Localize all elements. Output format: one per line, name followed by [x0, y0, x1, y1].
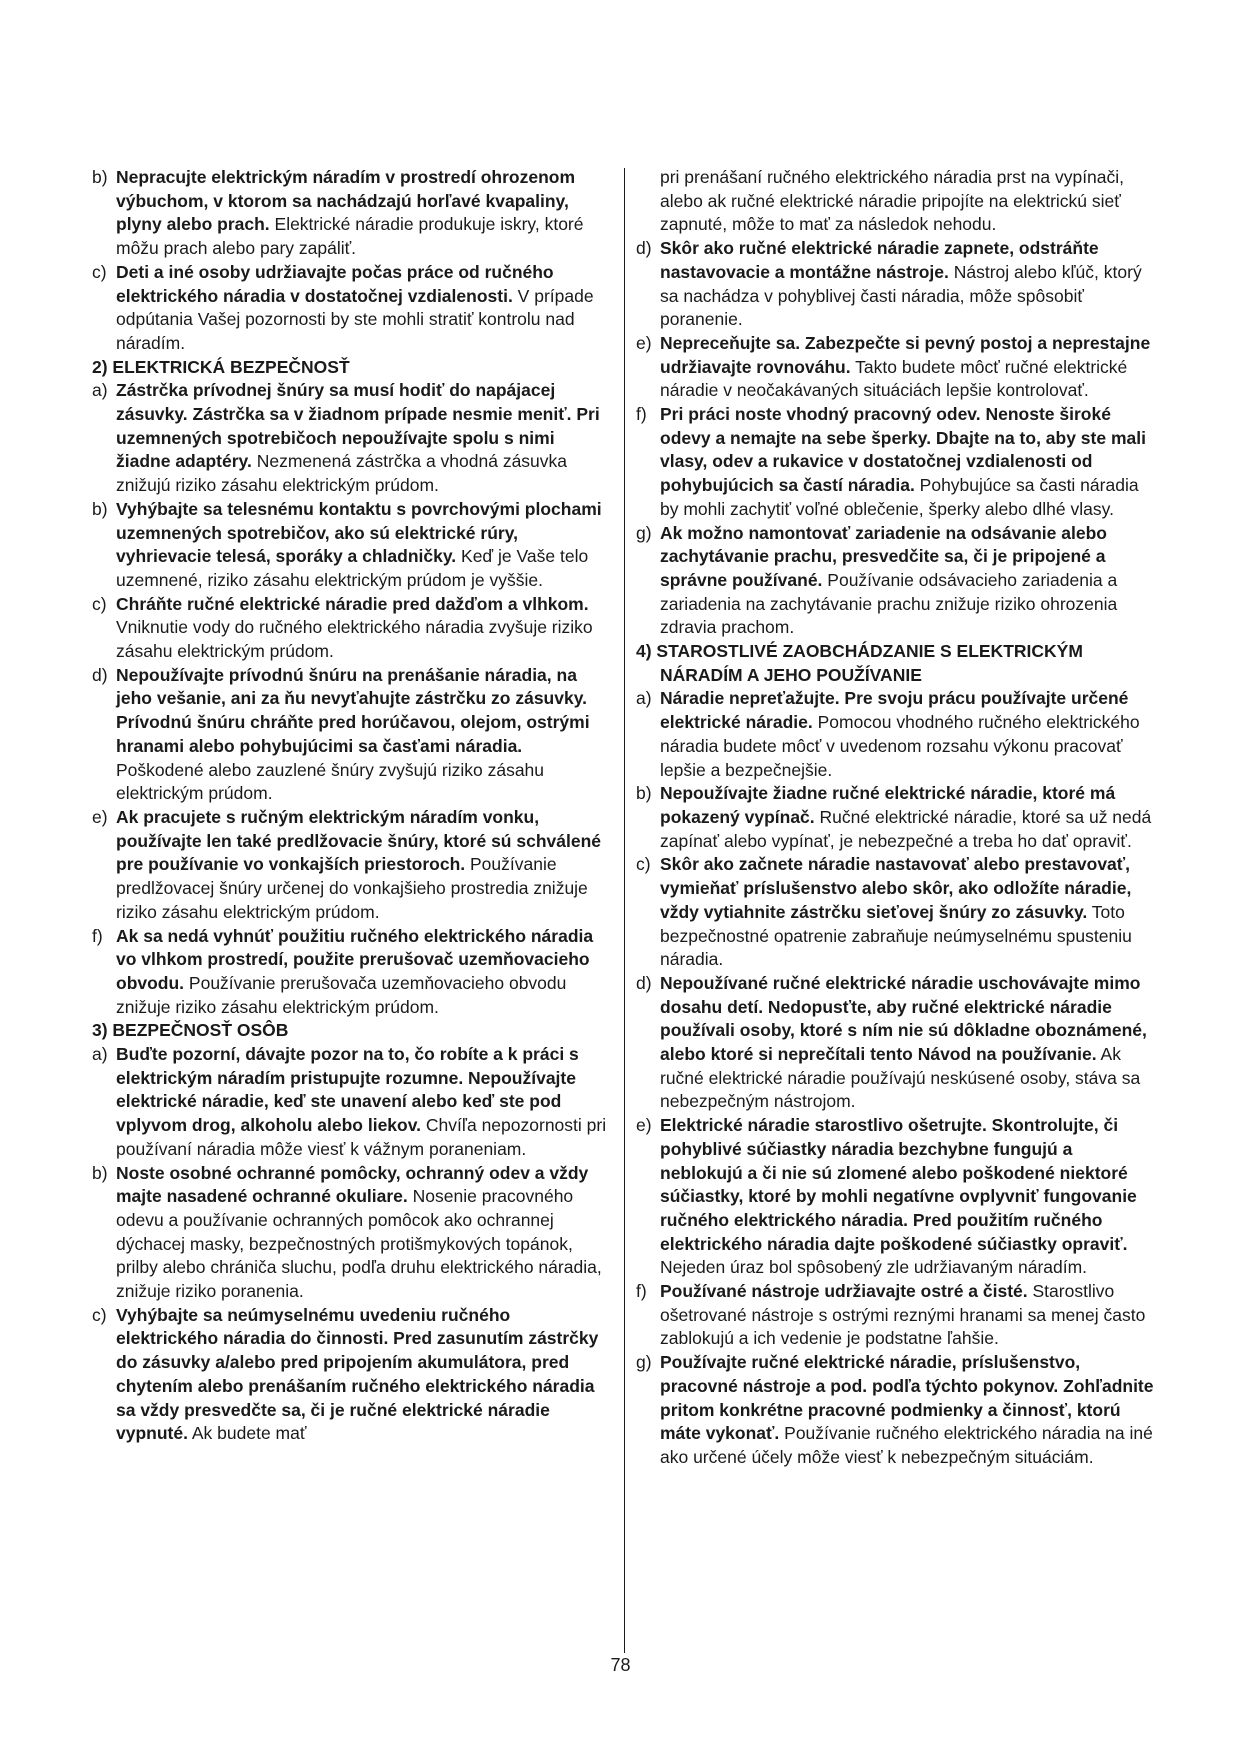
- item-4-c: c) Skôr ako začnete náradie nastavovať alebo prestavovať, vymieňať príslušenstvo alebo skôr, ako odložíte náradie, vždy vytiahnite zástrčku sieťovej šnúry zo zásuvky. Toto bezpečnostné opatrenie zabraňuje neúmyselnému spusteniu náradia.: [636, 854, 1132, 970]
- left-column: [92, 166, 608, 1446]
- section-heading-2: 2) ELEKTRICKÁ BEZPEČNOSŤ: [92, 356, 350, 377]
- item-3-b: b) Noste osobné ochranné pomôcky, ochranný odev a vždy majte nasadené ochranné okuliare. Nosenie pracovného odevu a používanie ochranných pomôcok ako ochrannej dýchacej masky, bezpečnostných protišmykových topánok, prilby alebo chrániča sluchu, podľa druhu elektrického náradia, znižuje riziko poranenia.: [92, 1162, 602, 1302]
- item-3-c-continued: pri prenášaní ručného elektrického náradia prst na vypínači, alebo ak ručné elektrické náradie pripojíte na elektrickú sieť zapnuté, môže to mať za následok nehodu.: [660, 167, 1125, 235]
- item-4-f: f) Používané nástroje udržiavajte ostré a čisté. Starostlivo ošetrované nástroje s ostrými reznými hranami sa menej často zablokujú a ich vedenie je podstatne ľahšie.: [636, 1281, 1146, 1349]
- item-2-f: f) Ak sa nedá vyhnúť použitiu ručného elektrického náradia vo vlhkom prostredí, použite prerušovač uzemňovacieho obvodu. Používanie prerušovača uzemňovacieho obvodu znižuje riziko zásahu elektrickým prúdom.: [92, 925, 594, 1017]
- item-2-a: a) Zástrčka prívodnej šnúry sa musí hodiť do napájacej zásuvky. Zástrčka sa v žiadnom prípade nesmie meniť. Pri uzemnených spotrebičoch nepoužívajte spolu s nimi žiadne adaptéry. Nezmenená zástrčka a vhodná zásuvka znižujú riziko zásahu elektrickým prúdom.: [92, 380, 600, 496]
- item-4-e: e) Elektrické náradie starostlivo ošetrujte. Skontrolujte, či pohyblivé súčiastky náradia bezchybne fungujú a neblokujú a či nie sú zlomené alebo poškodené niektoré súčiastky, ktoré by mohli negatívne ovplyvniť fungovanie ručného elektrického náradia. Pred použitím ručného elektrického náradia dajte poškodené súčiastky opraviť. Nejeden úraz bol spôsobený zle udržiavaným náradím.: [636, 1115, 1137, 1278]
- right-column: [636, 166, 1156, 1470]
- section-heading-3: 3) BEZPEČNOSŤ OSÔB: [92, 1020, 289, 1041]
- item-2-d: d) Nepoužívajte prívodnú šnúru na prenášanie náradia, na jeho vešanie, ani za ňu nevyťahujte zástrčku zo zásuvky. Prívodnú šnúru chráňte pred horúčavou, olejom, ostrými hranami alebo pohybujúcimi sa časťami náradia. Poškodené alebo zauzlené šnúry zvyšujú riziko zásahu elektrickým prúdom.: [92, 664, 590, 804]
- item-2-b: b) Vyhýbajte sa telesnému kontaktu s povrchovými plochami uzemnených spotrebičov, ako sú elektrické rúry, vyhrievacie telesá, sporáky a chladničky. Keď je Vaše telo uzemnené, riziko zásahu elektrickým prúdom je vyššie.: [92, 498, 602, 590]
- item-2-e: e) Ak pracujete s ručným elektrickým náradím vonku, používajte len také predlžovacie šnúry, ktoré sú schválené pre používanie vo vonkajších priestoroch. Používanie predlžovacej šnúry určenej do vonkajšieho prostredia znižuje riziko zásahu elektrickým prúdom.: [92, 806, 602, 922]
- item-4-d: d) Nepoužívané ručné elektrické náradie uschovávajte mimo dosahu detí. Nedopusťte, aby ručné elektrické náradie používali osoby, ktoré s ním nie sú dôkladne oboznámené, alebo ktoré si neprečítali tento Návod na používanie. Ak ručné elektrické náradie používajú neskúsené osoby, stáva sa nebezpečným nástrojom.: [636, 972, 1147, 1112]
- item-4-a: a) Náradie nepreťažujte. Pre svoju prácu používajte určené elektrické náradie. Pomocou vhodného ručného elektrického náradia budete môcť v uvedenom rozsahu výkonu pracovať lepšie a bezpečnejšie.: [636, 688, 1140, 780]
- item-1-b: b) Nepracujte elektrickým náradím v prostredí ohrozenom výbuchom, v ktorom sa nachádzajú horľavé kvapaliny, plyny alebo prach. Elektrické náradie produkuje iskry, ktoré môžu prach alebo pary zapáliť.: [92, 167, 584, 259]
- page-number: 78: [610, 1655, 631, 1675]
- section-heading-4: 4) STAROSTLIVÉ ZAOBCHÁDZANIE S ELEKTRICKÝM NÁRADÍM A JEHO POUŽÍVANIE: [636, 641, 1083, 685]
- item-3-a: a) Buďte pozorní, dávajte pozor na to, čo robíte a k práci s elektrickým náradím pristupujte rozumne. Nepoužívajte elektrické náradie, keď ste unavení alebo keď ste pod vplyvom drog, alkoholu alebo liekov. Chvíľa nepozornosti pri používaní náradia môže viesť k vážnym poraneniam.: [92, 1044, 607, 1159]
- item-3-g: g) Ak možno namontovať zariadenie na odsávanie alebo zachytávanie prachu, presvedčite sa, či je pripojené a správne používané. Používanie odsávacieho zariadenia a zariadenia na zachytávanie prachu znižuje riziko ohrozenia zdravia prachom.: [636, 522, 1118, 638]
- item-3-f: f) Pri práci noste vhodný pracovný odev. Nenoste široké odevy a nemajte na sebe šperky. Dbajte na to, aby ste mali vlasy, odev a rukavice v dostatočnej vzdialenosti od pohybujúcich sa častí náradia. Pohybujúce sa časti náradia by mohli zachytiť voľné oblečenie, šperky alebo dlhé vlasy.: [636, 404, 1146, 519]
- column-divider: [624, 168, 625, 1653]
- item-2-c: c) Chráňte ručné elektrické náradie pred dažďom a vlhkom. Vniknutie vody do ručného elektrického náradia zvyšuje riziko zásahu elektrickým prúdom.: [92, 593, 593, 662]
- item-3-c: c) Vyhýbajte sa neúmyselnému uvedeniu ručného elektrického náradia do činnosti. Pred zasunutím zástrčky do zásuvky a/alebo pred pripojením akumulátora, pred chytením alebo prenášaním ručného elektrického náradia sa vždy presvedčte sa, či je ručné elektrické náradie vypnuté. Ak budete mať: [92, 1304, 599, 1444]
- item-1-c: c) Deti a iné osoby udržiavajte počas práce od ručného elektrického náradia v dostatočnej vzdialenosti. V prípade odpútania Vašej pozornosti by ste mohli stratiť kontrolu nad náradím.: [92, 261, 594, 353]
- item-4-b: b) Nepoužívajte žiadne ručné elektrické náradie, ktoré má pokazený vypínač. Ručné elektrické náradie, ktoré sa už nedá zapínať alebo vypínať, je nebezpečné a treba ho dať opraviť.: [636, 783, 1152, 851]
- item-4-g: g) Používajte ručné elektrické náradie, príslušenstvo, pracovné nástroje a pod. podľa týchto pokynov. Zohľadnite pritom konkrétne pracovné podmienky a činnosť, ktorú máte vykonať. Používanie ručného elektrického náradia na iné ako určené účely môže viesť k nebezpečným situáciám.: [636, 1352, 1154, 1467]
- item-3-e: e) Nepreceňujte sa. Zabezpečte si pevný postoj a neprestajne udržiavajte rovnováhu. Takto budete môcť ručné elektrické náradie v neočakávaných situáciách lepšie kontrolovať.: [636, 332, 1151, 401]
- item-3-d: d) Skôr ako ručné elektrické náradie zapnete, odstráňte nastavovacie a montážne nástroje. Nástroj alebo kľúč, ktorý sa nachádza v pohyblivej časti náradia, môže spôsobiť poranenie.: [636, 238, 1142, 330]
